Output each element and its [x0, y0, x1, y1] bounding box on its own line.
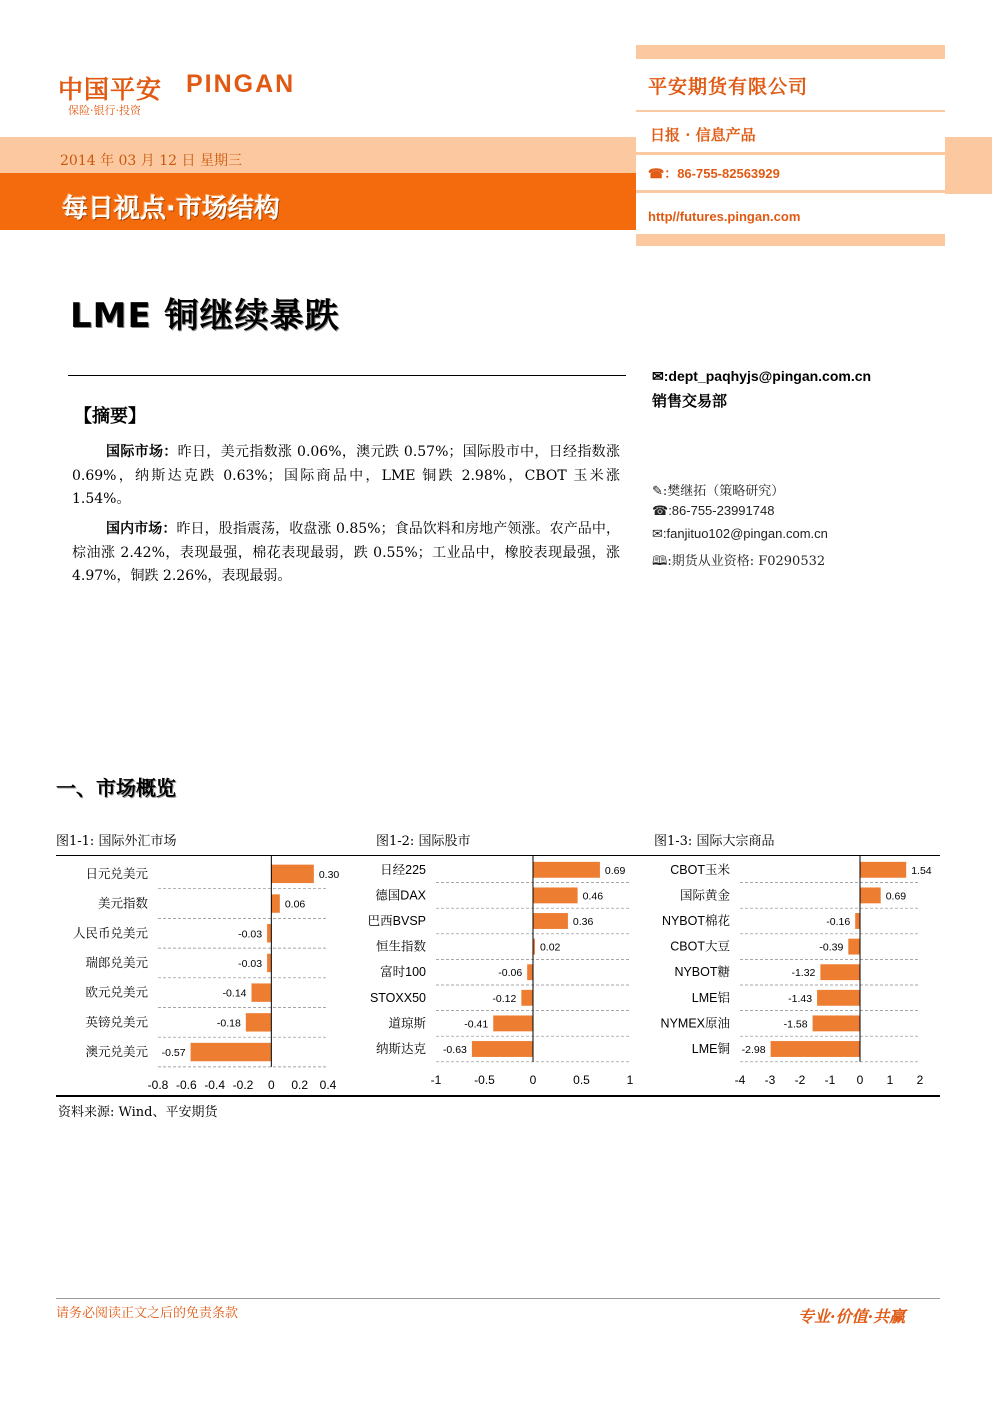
data-bar	[860, 862, 906, 878]
data-label: 0.02	[539, 941, 561, 954]
report-date: 2014 年 03 月 12 日 星期三	[60, 153, 242, 169]
company-url[interactable]: http//futures.pingan.com	[648, 209, 801, 224]
category-label: 纳斯达克	[375, 1042, 426, 1056]
category-label: 人民币兑美元	[72, 926, 148, 941]
tick-label: 0	[529, 1072, 537, 1087]
tick-label: -4	[734, 1072, 746, 1087]
panel-right-band	[945, 137, 992, 194]
category-label: NYBOT棉花	[661, 914, 730, 928]
summary-international	[72, 441, 620, 512]
category-label: LME铝	[691, 990, 730, 1005]
data-bar	[267, 954, 271, 972]
panel-divider	[636, 190, 945, 193]
dept-email[interactable]: ✉:dept_paqhyjs@pingan.com.cn	[652, 368, 872, 384]
analyst-email[interactable]: ✉:fanjituo102@pingan.com.cn	[652, 526, 828, 541]
company-phone: ☎：86-755-82563929	[648, 166, 780, 181]
data-bar	[521, 990, 533, 1006]
tick-label: -1	[430, 1072, 442, 1087]
figure-bottom-rule	[56, 1095, 940, 1097]
category-label: STOXX50	[369, 990, 426, 1005]
category-label: 德国DAX	[375, 888, 426, 903]
category-label: 瑞郎兑美元	[85, 955, 148, 970]
summary-domestic	[72, 518, 620, 589]
dept-name: 销售交易部	[652, 392, 728, 410]
para-label: 国际市场：	[106, 444, 178, 460]
footer-rule	[56, 1298, 940, 1299]
data-bar	[860, 887, 881, 903]
data-label: 0.69	[885, 890, 907, 903]
data-bar	[533, 862, 600, 878]
data-bar	[527, 964, 533, 980]
tick-label: -0.2	[232, 1077, 254, 1092]
analyst-name: ✎:樊继拓（策略研究）	[652, 484, 785, 499]
tick-label: 0.5	[573, 1072, 590, 1087]
data-label: -1.58	[783, 1018, 808, 1031]
pingan-logo-cn: 中国平安	[58, 75, 163, 104]
data-label: -2.98	[741, 1044, 766, 1056]
data-label: 1.54	[911, 864, 932, 877]
figure-caption: 图1-3: 国际大宗商品	[654, 834, 775, 849]
data-label: 0.46	[582, 890, 604, 903]
category-label: 恒生指数	[375, 939, 426, 954]
commodity-chart	[646, 855, 940, 1095]
para-text: 昨日，美元指数涨 0.06%，澳元跌 0.57%；国际股市中，日经指数涨 0.69%，纳斯达克跌 0.63%；国际商品中，LME 铜跌 2.98%，CBOT 玉米涨 1.54%。	[72, 444, 620, 507]
panel-bottom-stripe	[636, 234, 945, 246]
data-label: -0.12	[492, 992, 517, 1005]
data-label: 0.36	[572, 916, 594, 928]
data-bar	[267, 924, 271, 942]
data-label: -0.18	[216, 1017, 241, 1030]
para-label: 国内市场：	[106, 521, 177, 537]
tick-label: -3	[764, 1072, 776, 1087]
data-bar	[817, 990, 860, 1006]
fx-market-chart	[56, 855, 346, 1095]
data-bar	[271, 894, 280, 912]
data-label: -0.63	[442, 1044, 467, 1056]
category-label: NYBOT糖	[674, 965, 730, 980]
tick-label: -2	[794, 1072, 806, 1087]
tick-label: -0.5	[474, 1072, 495, 1087]
data-bar	[252, 983, 272, 1001]
category-label: 富时100	[380, 965, 426, 980]
category-label: 日元兑美元	[85, 866, 148, 881]
panel-top-stripe	[636, 45, 945, 59]
product-type: 日报 · 信息产品	[650, 126, 756, 144]
category-label: 澳元兑美元	[85, 1045, 148, 1060]
summary-heading: 【摘要】	[74, 406, 146, 427]
tick-label: 1	[626, 1072, 634, 1087]
data-label: -0.41	[464, 1018, 489, 1031]
category-label: CBOT玉米	[670, 862, 730, 877]
data-bar	[533, 913, 568, 929]
data-label: -0.06	[498, 967, 523, 980]
category-label: LME铜	[691, 1042, 730, 1056]
data-bar	[472, 1041, 533, 1057]
data-bar	[855, 913, 860, 929]
data-label: -0.57	[161, 1047, 186, 1060]
category-label: 道琼斯	[388, 1016, 426, 1031]
data-bar	[191, 1043, 272, 1061]
data-label: -0.03	[238, 957, 263, 970]
data-bar	[493, 1015, 533, 1031]
data-label: -0.39	[819, 941, 844, 954]
data-label: -1.43	[788, 992, 813, 1005]
data-label: 0.06	[284, 898, 306, 911]
tick-label: -1	[824, 1072, 836, 1087]
data-bar	[813, 1015, 860, 1031]
analyst-certificate: 🕮:期货从业资格: F0290532	[652, 554, 826, 569]
analyst-phone: ☎:86-755-23991748	[652, 503, 775, 518]
tick-label: 0	[856, 1072, 864, 1087]
data-label: -1.32	[791, 967, 816, 980]
category-label: 国际黄金	[679, 888, 730, 903]
category-label: 美元指数	[97, 896, 148, 911]
data-label: 0.30	[318, 868, 340, 881]
tick-label: -0.4	[204, 1077, 226, 1092]
category-label: 欧元兑美元	[85, 985, 148, 1000]
tick-label: 0.2	[291, 1077, 309, 1092]
data-source: 资料来源: Wind、平安期货	[58, 1105, 218, 1120]
data-label: -0.14	[222, 987, 247, 1000]
tick-label: -0.8	[147, 1077, 169, 1092]
figure-caption: 图1-1: 国际外汇市场	[56, 834, 177, 849]
pingan-logo-en: PINGAN	[186, 70, 296, 98]
tick-label: -0.6	[175, 1077, 197, 1092]
tick-label: 0	[267, 1077, 275, 1092]
stock-market-chart	[356, 855, 646, 1095]
data-label: 0.69	[604, 864, 626, 877]
figure-caption: 图1-2: 国际股市	[376, 834, 471, 849]
company-name: 平安期货有限公司	[648, 76, 809, 98]
category-label: CBOT大豆	[670, 939, 730, 954]
panel-divider	[636, 152, 945, 155]
company-slogan: 专业·价值·共赢	[798, 1307, 906, 1326]
category-label: 巴西BVSP	[367, 914, 426, 928]
section-heading: 一、市场概览	[56, 776, 176, 800]
data-bar	[771, 1041, 860, 1057]
tick-label: 2	[916, 1072, 924, 1087]
category-label: 日经225	[380, 862, 426, 877]
data-label: -0.03	[238, 928, 263, 941]
tick-label: 0.4	[319, 1077, 337, 1092]
data-bar	[533, 887, 578, 903]
category-label: NYMEX原油	[660, 1016, 730, 1031]
data-label: -0.16	[826, 916, 851, 928]
category-label: 英镑兑美元	[85, 1015, 148, 1030]
data-bar	[848, 939, 860, 955]
band-title: 每日视点·市场结构	[62, 194, 280, 224]
data-bar	[271, 865, 314, 883]
disclaimer-note: 请务必阅读正文之后的免责条款	[56, 1306, 239, 1321]
logo-tagline: 保险·银行·投资	[68, 104, 141, 117]
para-text: 昨日，股指震荡，收盘涨 0.85%；食品饮料和房地产领涨。农产品中，棕油涨 2.42%，表现最强，棉花表现最弱，跌 0.55%；工业品中，橡胶表现最强，涨 4.97%，铜跌 2.26%，表现最弱。	[72, 521, 620, 584]
panel-divider	[636, 110, 945, 112]
report-title: LME 铜继续暴跌	[70, 296, 340, 336]
data-bar	[820, 964, 860, 980]
data-bar	[246, 1013, 271, 1031]
title-rule	[68, 375, 626, 376]
tick-label: 1	[886, 1072, 894, 1087]
